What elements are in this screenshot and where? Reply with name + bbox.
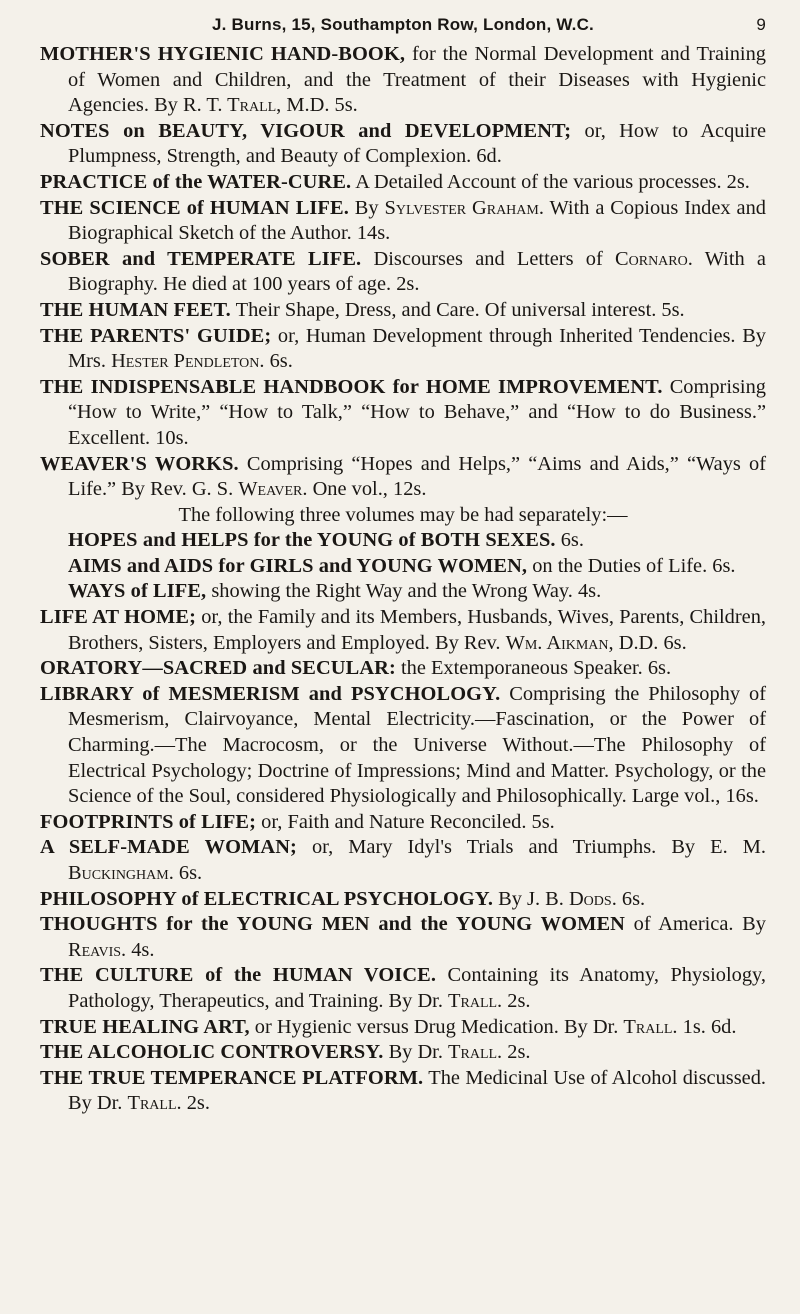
entry-description: Comprising “Hopes and Helps,” “Aims and Aids,” “Ways of Life.” By Rev. G. S. bbox=[68, 452, 766, 501]
entry-description: or Hygienic versus Drug Medication. By Dr. bbox=[249, 1015, 624, 1038]
catalogue-entry bbox=[40, 298, 766, 324]
entry-title: THOUGHTS for the YOUNG MEN and the YOUNG WOMEN bbox=[40, 913, 625, 936]
entry-description: or, Human Development through Inherited Tendencies. By Mrs. bbox=[68, 324, 766, 373]
entry-title: TRUE HEALING ART, bbox=[40, 1015, 250, 1038]
entry-author: Trall. bbox=[448, 1041, 503, 1064]
catalogue-entry bbox=[40, 605, 766, 656]
entry-title: FOOTPRINTS of LIFE; bbox=[40, 810, 257, 833]
running-header bbox=[40, 10, 766, 40]
catalogue-entry bbox=[40, 1015, 766, 1041]
entry-author: Cornaro. bbox=[615, 247, 693, 270]
entry-title: THE SCIENCE of HUMAN LIFE. bbox=[40, 196, 349, 219]
entry-author: Buckingham. bbox=[68, 862, 174, 884]
entry-title: THE ALCOHOLIC CONTROVERSY. bbox=[40, 1041, 384, 1064]
entry-title: ORATORY—SACRED and SECULAR: bbox=[40, 657, 396, 680]
page-number: 9 bbox=[756, 15, 766, 34]
entry-title: PRACTICE of the WATER-CURE. bbox=[40, 170, 352, 193]
entry-description: or, Faith and Nature Reconciled. 5s. bbox=[256, 810, 555, 833]
catalogue-entry bbox=[40, 324, 766, 375]
entry-description: 6s. bbox=[555, 529, 584, 552]
entry-description: By bbox=[348, 196, 385, 219]
entry-author: Reavis. bbox=[68, 938, 127, 961]
catalogue-entry bbox=[40, 912, 766, 963]
entry-author: Weaver. bbox=[238, 478, 308, 501]
entry-title: THE PARENTS' GUIDE; bbox=[40, 324, 272, 347]
entry-description: Comprising the Philosophy of Mesmerism, Clairvoyance, Mental Electricity.—Fascination, or the Power of Charming.—The Macrocosm, or the Universe Without.—The Philosophy of Electrical Psychology; Doctrine of Impressions; Mind and Matter. Psychology, or the Science of the Soul, considered Physiologically and Philosophically. Large vol., 16s. bbox=[68, 682, 766, 808]
catalogue-entry bbox=[68, 554, 766, 580]
entry-author: J. B. Dods. bbox=[527, 887, 617, 910]
entry-title: A SELF-MADE WOMAN; bbox=[40, 836, 297, 859]
entry-description: By bbox=[493, 887, 528, 910]
catalogue-entry bbox=[40, 1066, 766, 1117]
entry-tail: 2s. bbox=[181, 1092, 210, 1115]
entry-tail: 4s. bbox=[126, 938, 155, 961]
entry-title: WEAVER'S WORKS. bbox=[40, 452, 239, 475]
catalogue-entry bbox=[40, 452, 766, 503]
entry-description: or, the Family and its Members, Husbands, Wives, Parents, Children, Brothers, Sisters, Employers and Employed. By Rev. bbox=[68, 606, 767, 654]
catalogue-entry bbox=[40, 42, 766, 119]
catalogue-entry bbox=[40, 887, 766, 913]
entry-description: for the Normal Development and Training of Women and Children, and the Treatment of their Diseases with Hygienic Agencies. By bbox=[68, 43, 766, 117]
catalogue-entry bbox=[40, 810, 766, 836]
catalogue-entry bbox=[40, 196, 766, 247]
entry-author: Trall. bbox=[448, 989, 503, 1012]
entry-description: Comprising “How to Write,” “How to Talk,” “How to Behave,” and “How to do Business.” Excellent. 10s. bbox=[68, 375, 766, 449]
entry-title: HOPES and HELPS for the YOUNG of BOTH SEXES. bbox=[68, 529, 556, 552]
entry-list-1 bbox=[40, 42, 766, 503]
entry-tail: 6s. bbox=[616, 887, 646, 910]
entry-title: LIBRARY of MESMERISM and PSYCHOLOGY. bbox=[40, 682, 501, 705]
entry-author: R. T. Trall, M.D. bbox=[182, 94, 330, 117]
entry-tail: 6s. bbox=[264, 350, 293, 373]
catalogue-entry bbox=[40, 682, 766, 810]
entry-title: PHILOSOPHY of ELECTRICAL PSYCHOLOGY. bbox=[40, 887, 494, 910]
catalogue-entry bbox=[40, 119, 766, 170]
entry-author: Sylvester Graham. bbox=[384, 196, 544, 219]
entry-tail: With a Copious Index and Biographical Sketch of the Author. 14s. bbox=[68, 196, 766, 245]
catalogue-entry bbox=[40, 1040, 766, 1066]
catalogue-entry bbox=[40, 835, 766, 886]
entry-description: or, Mary Idyl's Trials and Triumphs. By E. M. bbox=[296, 836, 766, 859]
entry-title: THE INDISPENSABLE HANDBOOK for HOME IMPROVEMENT. bbox=[40, 375, 663, 398]
entry-tail: 1s. 6d. bbox=[677, 1015, 737, 1038]
entry-description: A Detailed Account of the various processes. 2s. bbox=[351, 170, 750, 193]
entry-author: Hester Pendleton. bbox=[111, 350, 265, 373]
entry-title: AIMS and AIDS for GIRLS and YOUNG WOMEN, bbox=[68, 554, 528, 577]
entry-tail: 2s. bbox=[502, 1041, 531, 1064]
entry-title: THE HUMAN FEET. bbox=[40, 298, 231, 321]
entry-tail: 6s. bbox=[173, 862, 203, 884]
catalogue-entry bbox=[40, 170, 766, 196]
entry-title: SOBER and TEMPERATE LIFE. bbox=[40, 247, 362, 270]
entry-description: By Dr. bbox=[383, 1041, 449, 1064]
catalogue-entry bbox=[68, 528, 766, 554]
entry-title: THE CULTURE of the HUMAN VOICE. bbox=[40, 964, 437, 987]
entry-tail: 5s. bbox=[329, 94, 358, 117]
entry-tail: 2s. bbox=[502, 989, 531, 1012]
entry-tail: One vol., 12s. bbox=[307, 478, 427, 501]
entry-description: Containing its Anatomy, Physiology, Pathology, Therapeutics, and Training. By Dr. bbox=[68, 964, 766, 1012]
entry-description: The Medicinal Use of Alcohol discussed. By Dr. bbox=[68, 1066, 766, 1115]
entry-list-2 bbox=[40, 605, 766, 1117]
entry-title: LIFE AT HOME; bbox=[40, 606, 196, 629]
entry-description: on the Duties of Life. 6s. bbox=[527, 554, 736, 577]
entry-author: Wm. Aikman, D.D. bbox=[505, 631, 659, 654]
entry-title: MOTHER'S HYGIENIC HAND-BOOK, bbox=[40, 43, 406, 65]
entry-description: Discourses and Letters of bbox=[361, 247, 616, 270]
catalogue-entry bbox=[40, 375, 766, 452]
entry-description: showing the Right Way and the Wrong Way. 4s. bbox=[206, 580, 602, 603]
entry-description: of America. By bbox=[624, 913, 766, 936]
entry-description: Their Shape, Dress, and Care. Of universal interest. 5s. bbox=[230, 298, 685, 321]
entry-author: Trall. bbox=[623, 1015, 678, 1038]
entry-tail: With a Biography. He died at 100 years of age. 2s. bbox=[68, 247, 766, 296]
entry-title: WAYS of LIFE, bbox=[68, 580, 207, 603]
entry-title: THE TRUE TEMPERANCE PLATFORM. bbox=[40, 1066, 424, 1089]
entry-author: Trall. bbox=[127, 1092, 182, 1115]
catalogue-entry bbox=[68, 579, 766, 605]
catalogue-entries bbox=[40, 42, 766, 1117]
entry-description: the Extemporaneous Speaker. 6s. bbox=[395, 657, 672, 680]
separately-note: The following three volumes may be had separately:— bbox=[178, 503, 628, 526]
catalogue-entry bbox=[40, 247, 766, 298]
entry-list-separate-volumes bbox=[40, 528, 766, 605]
running-title: J. Burns, 15, Southampton Row, London, W.C. bbox=[212, 15, 594, 34]
catalogue-entry bbox=[40, 656, 766, 682]
entry-tail: 6s. bbox=[658, 631, 687, 654]
entry-description: or, How to Acquire Plumpness, Strength, and Beauty of Complexion. 6d. bbox=[68, 119, 766, 168]
entry-title: NOTES on BEAUTY, VIGOUR and DEVELOPMENT; bbox=[40, 119, 572, 142]
catalogue-entry bbox=[40, 963, 766, 1014]
